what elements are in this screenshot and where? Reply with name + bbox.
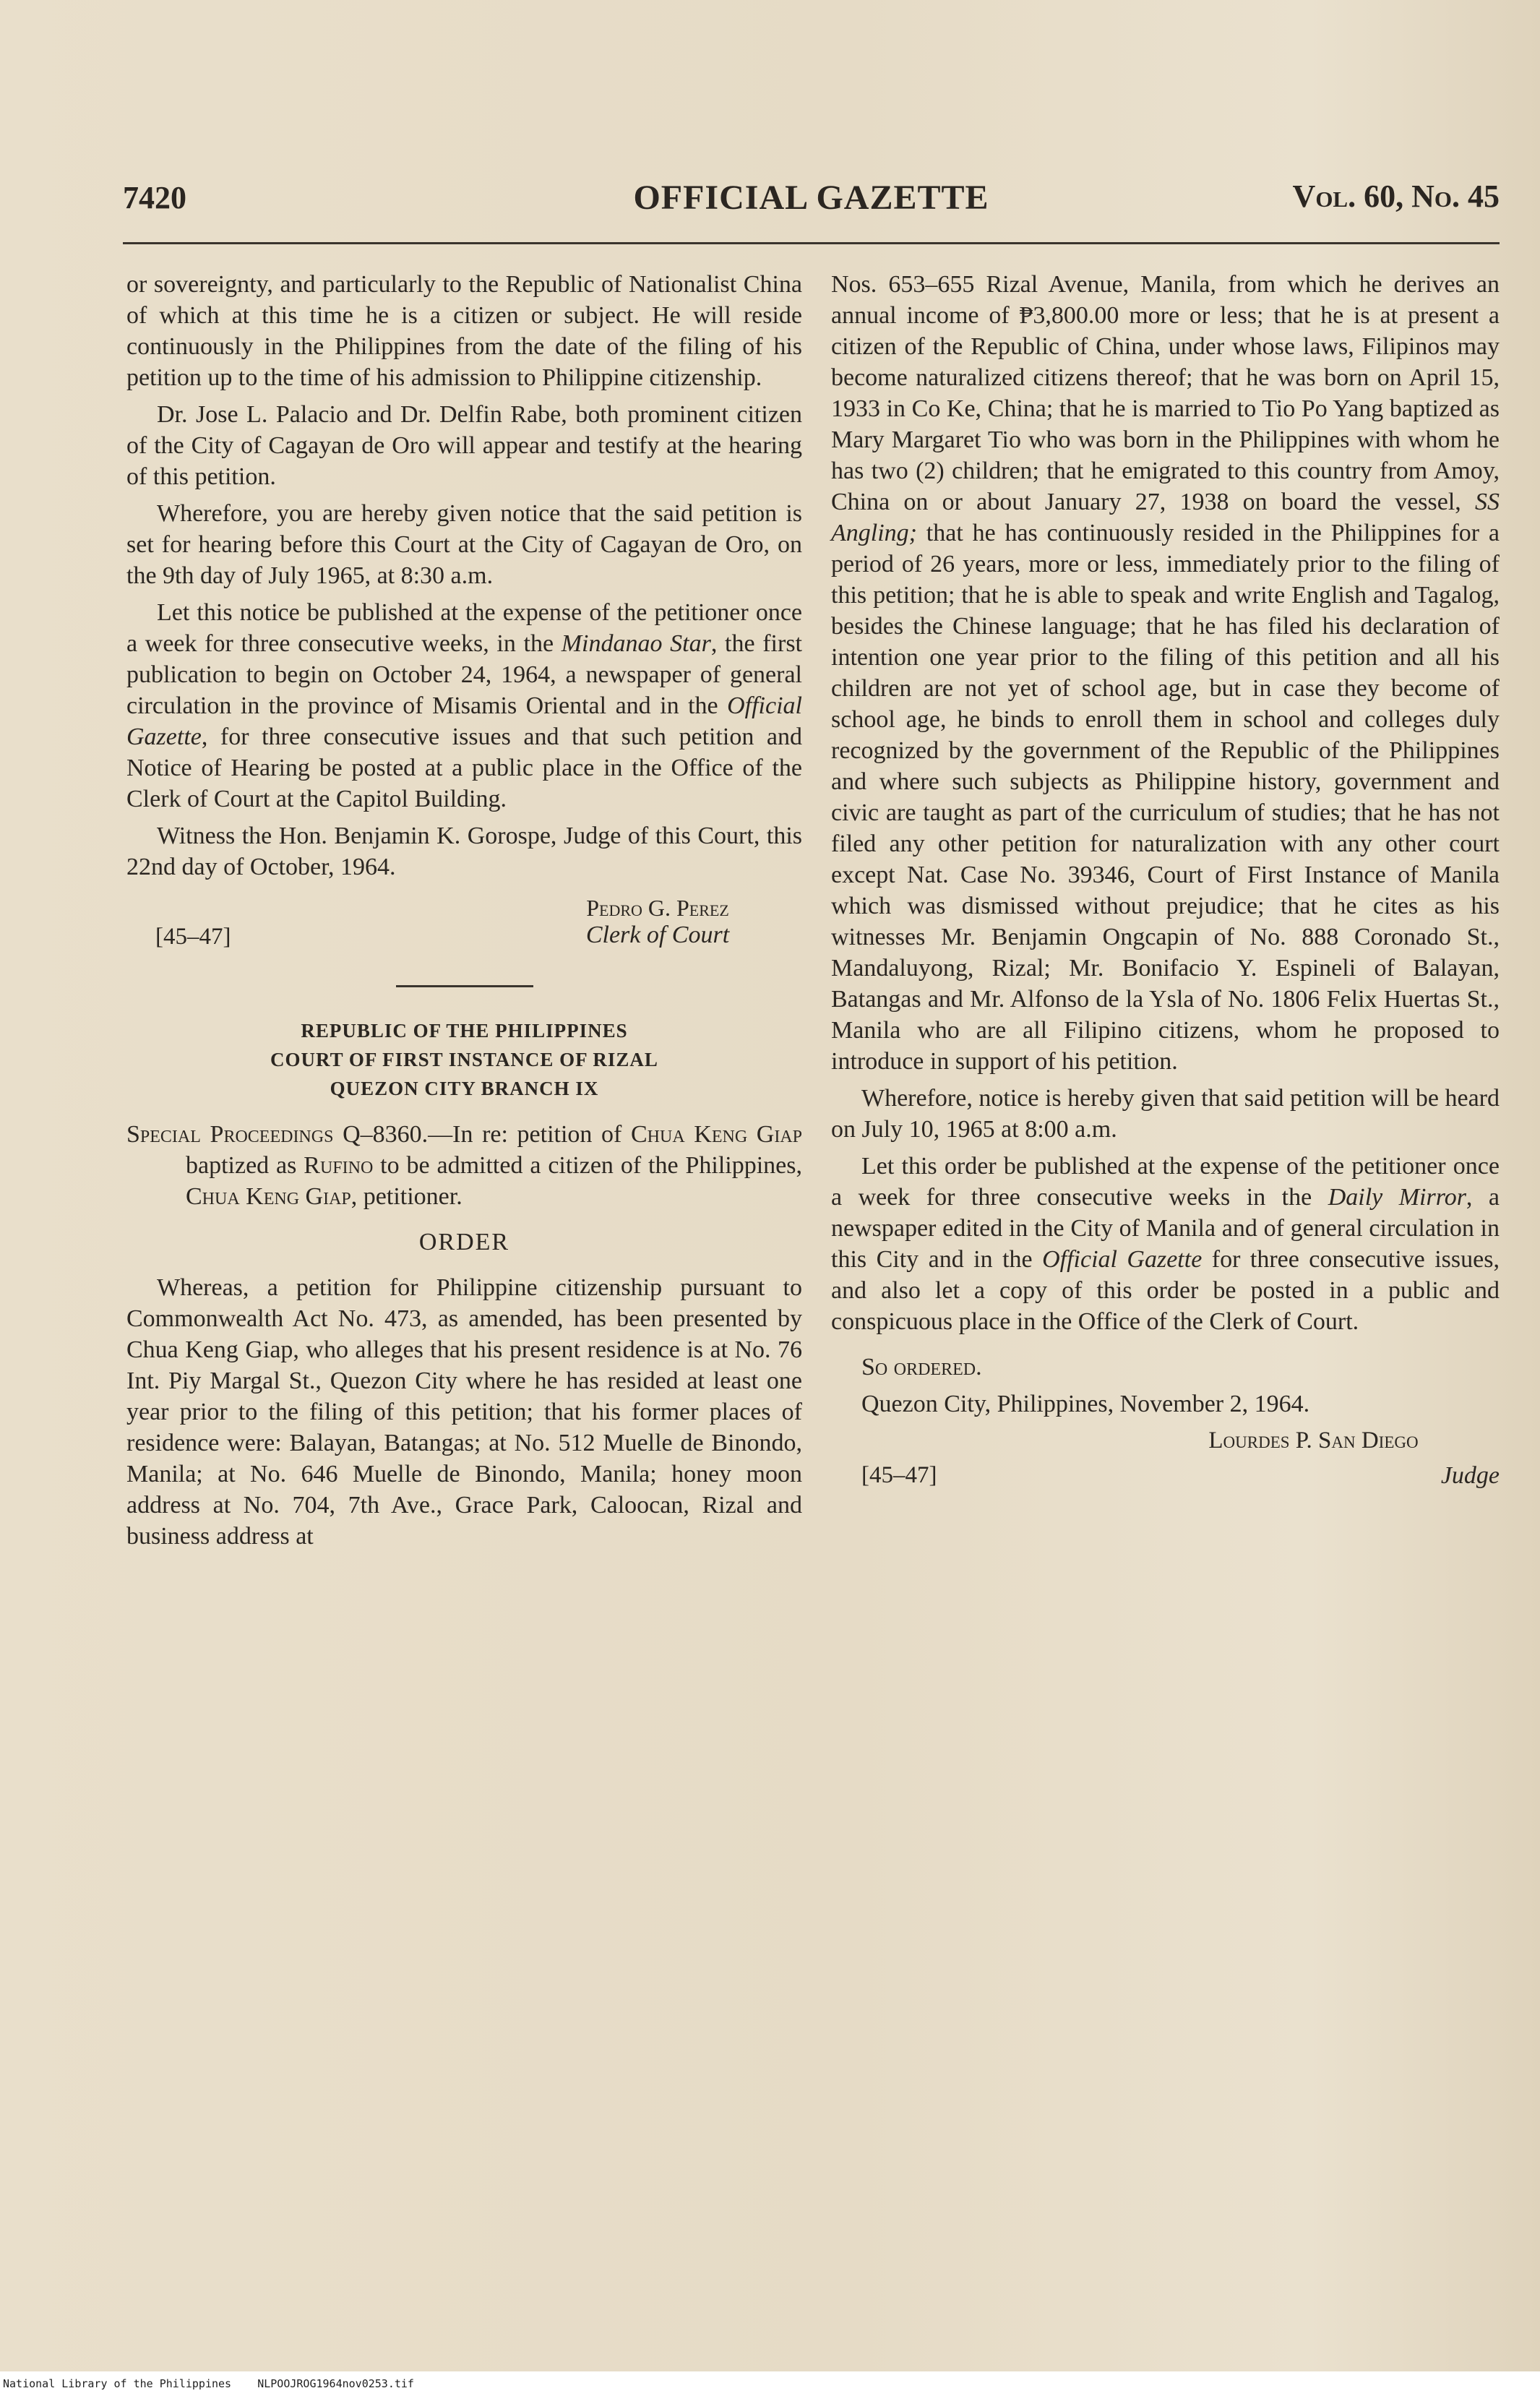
newspaper-name: Daily Mirror — [1328, 1184, 1466, 1211]
paragraph: Wherefore, notice is hereby given that said petition will be heard on July 10, 1965 at 8:00 a.m. — [831, 1085, 1500, 1143]
petitioner-name: Chua Keng Giap — [186, 1183, 351, 1210]
signatory-name: Pedro G. Perez — [586, 895, 729, 921]
left-column — [126, 269, 802, 1558]
court-heading-line: REPUBLIC OF THE PHILIPPINES — [301, 1020, 628, 1042]
right-column — [831, 269, 1500, 1505]
gazette-name: Official Gazette — [1042, 1246, 1203, 1273]
text-run: that he has continuously resided in the Philippines for a period of 26 years, more or less, immediately prior to the filing of this petition; that he is able to speak and write English and Tagalog, besides the Chinese language; that he has filed his declaration of intention one year prior to the filing of this petition and all his children are not yet of school age, but in case they become of school age, he binds to enroll them in school and colleges duly recognized by the government of the Republic of the Philippines and where such subjects as Philippine history, government and civic are taught as part of the curriculum of studies; that he has not filed any other petition for naturalization with any other court except Nat. Case No. 39346, Court of First Instance of Manila which was dismissed without prejudice; that he cites as his witnesses Mr. Benjamin Ongcapin of No. 888 Coronado St., Mandaluyong, Rizal; Mr. Bonifacio Y. Espineli of Balayan, Batangas and Mr. Alfonso de la Ysla of No. 1806 Felix Huertas St., Manila who are all Filipino citizens, whom he proposed to introduce in support of his petition. — [831, 520, 1500, 1075]
court-heading — [126, 1016, 802, 1103]
issue-reference: [45–47] — [155, 924, 231, 950]
signatory-title: Judge — [1440, 1462, 1500, 1489]
header-rule — [123, 242, 1500, 244]
case-caption — [126, 1119, 802, 1212]
paragraph — [831, 269, 1500, 1077]
page-number: 7420 — [123, 180, 186, 215]
text-run: , a newspaper edited in the City of Manila and of general circulation in this City and in the — [831, 1184, 1500, 1273]
text-run: Let this order be published at the expense of the petitioner once a week for three consecutive weeks in the — [831, 1153, 1500, 1211]
text-run: to be admitted a citizen of the Philippines, — [373, 1152, 802, 1179]
signature-block — [126, 891, 802, 963]
text-run: Let this notice be published at the expense of the petitioner once a week for three consecutive weeks, in the — [126, 599, 802, 657]
paragraph: Dr. Jose L. Palacio and Dr. Delfin Rabe, both prominent citizen of the City of Cagayan de Oro will appear and testify at the hearing of this petition. — [126, 401, 802, 490]
text-run: Q–8360.—In re: petition of — [333, 1121, 631, 1148]
paragraph: Witness the Hon. Benjamin K. Gorospe, Judge of this Court, this 22nd day of October, 1964. — [126, 823, 802, 880]
place-date: Quezon City, Philippines, November 2, 1964. — [861, 1391, 1310, 1417]
text-run: , the first publication to begin on October 24, 1964, a newspaper of general circulation in the province of Misamis Oriental and in the — [126, 630, 803, 719]
signatory — [513, 894, 802, 949]
court-heading-line: COURT OF FIRST INSTANCE OF RIZAL — [270, 1049, 658, 1070]
section-divider — [396, 985, 533, 987]
scan-filename: NLPOOJROG1964nov0253.tif — [257, 2377, 414, 2390]
paragraph: Wherefore, you are hereby given notice that the said petition is set for hearing before this Court at the City of Cagayan de Oro, on the 9th day of July 1965, at 8:30 a.m. — [126, 500, 802, 589]
text-run: , for three consecutive issues and that such petition and Notice of Hearing be posted at a public place in the Office of the Clerk of Court at the Capitol Building. — [126, 723, 802, 812]
text-run: , petitioner. — [350, 1183, 463, 1210]
newspaper-name: Mindanao Star — [561, 630, 711, 657]
signatory-name: Lourdes P. San Diego — [1208, 1427, 1419, 1454]
scan-footer — [0, 2371, 1540, 2396]
petitioner-name: Chua Keng Giap — [630, 1121, 802, 1148]
signature-block — [831, 1425, 1500, 1505]
paragraph — [831, 1151, 1500, 1337]
volume-number: Vol. 60, No. 45 — [1292, 179, 1500, 214]
order-title: ORDER — [418, 1229, 510, 1255]
baptismal-name: Rufino — [304, 1152, 374, 1179]
paragraph: or sovereignty, and particularly to the Republic of Nationalist China of which at this time he is a citizen or subject. He will reside continuously in the Philippines from the date of the filing of his petition up to the time of his admission to Philippine citizenship. — [126, 271, 802, 391]
paragraph — [126, 597, 802, 815]
case-label: Special Proceedings — [126, 1121, 334, 1148]
page-header — [123, 173, 1500, 224]
paragraph: Whereas, a petition for Philippine citizenship pursuant to Commonwealth Act No. 473, as amended, has been presented by Chua Keng Giap, who alleges that his present residence is at No. 76 Int. Piy Margal St., Quezon City where he has resided at least one year prior to the filing of this petition; that his former places of residence were: Balayan, Batangas; at No. 512 Muelle de Binondo, Manila; at No. 646 Muelle de Binondo, Manila; honey moon address at No. 704, 7th Ave., Grace Park, Caloocan, Rizal and business address at — [126, 1274, 802, 1550]
so-ordered: So ordered. — [861, 1354, 982, 1381]
text-run: for three consecutive issues, and also let a copy of this order be posted in a public and conspicuous place in the Office of the Clerk of Court. — [831, 1246, 1500, 1335]
signatory-title: Clerk of Court — [585, 922, 730, 948]
vessel-name: SS Angling; — [831, 489, 1500, 546]
issue-reference: [45–47] — [861, 1462, 937, 1488]
text-run: baptized as — [186, 1152, 304, 1179]
library-credit: National Library of the Philippines — [3, 2377, 232, 2390]
gazette-name: Official Gazette — [126, 692, 802, 750]
text-run: Nos. 653–655 Rizal Avenue, Manila, from which he derives an annual income of ₱3,800.00 more or less; that he is at present a citizen of the Republic of China, under whose laws, Filipinos may become naturalized citizens thereof; that he was born on April 15, 1933 in Co Ke, China; that he is married to Tio Po Yang baptized as Mary Margaret Tio who was born in the Philippines with whom he has two (2) children; that he emigrated to this country from Amoy, China on or about January 27, 1938 on board the vessel, — [831, 271, 1500, 515]
court-heading-line: QUEZON CITY BRANCH IX — [330, 1078, 599, 1099]
publication-title: OFFICIAL GAZETTE — [633, 179, 989, 217]
